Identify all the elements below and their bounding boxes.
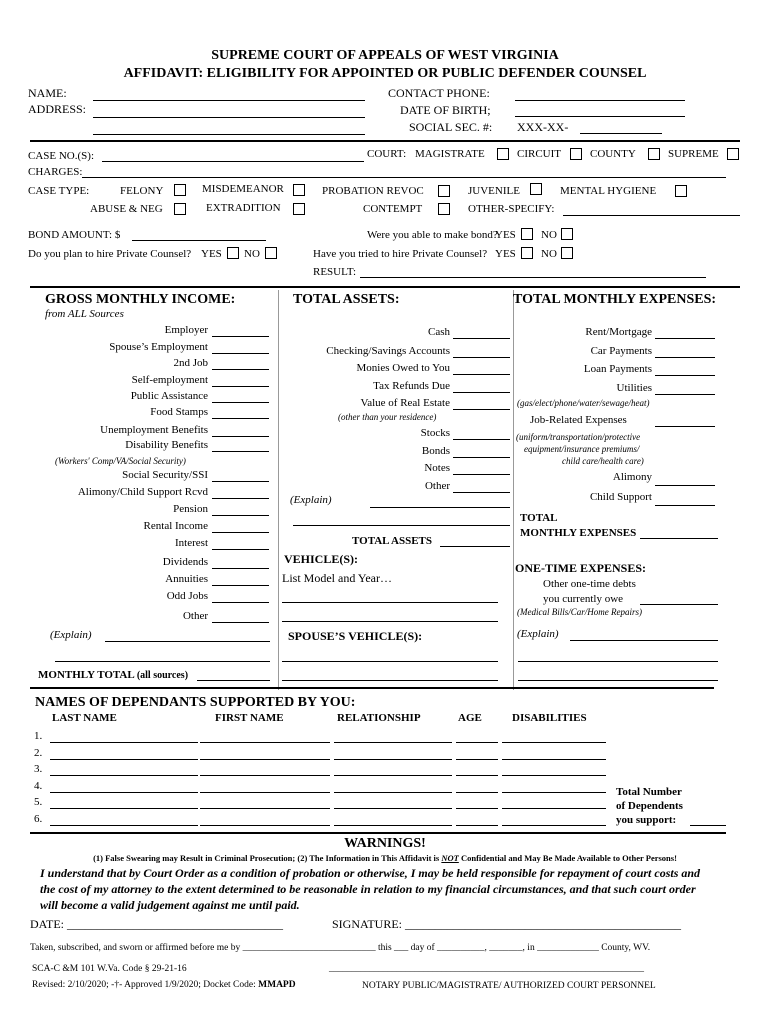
income-disability-field[interactable] xyxy=(212,451,269,452)
dependant-row-number: 2. xyxy=(34,746,43,759)
expense-loan-field[interactable] xyxy=(655,375,715,376)
address-field-2[interactable] xyxy=(93,134,365,135)
other-specify-label: OTHER-SPECIFY: xyxy=(468,203,555,215)
signature-field[interactable]: SIGNATURE: ______________________________________________ xyxy=(332,917,682,931)
warnings-heading: WARNINGS! xyxy=(344,836,426,851)
date-field[interactable]: DATE: ____________________________________ xyxy=(30,917,283,931)
asset-bonds-label: Bonds xyxy=(421,445,450,457)
form-subtitle: AFFIDAVIT: ELIGIBILITY FOR APPOINTED OR PUBLIC DEFENDER COUNSEL xyxy=(123,66,647,81)
income-explain-field[interactable] xyxy=(105,641,270,642)
vehicles-label: VEHICLE(S): xyxy=(284,552,359,566)
expense-job-field[interactable] xyxy=(655,426,715,427)
divider xyxy=(30,687,714,689)
expenses-heading: TOTAL MONTHLY EXPENSES: xyxy=(513,292,717,307)
asset-notes-field[interactable] xyxy=(453,474,510,475)
juvenile-checkbox[interactable] xyxy=(530,183,542,195)
income-subheading: from ALL Sources xyxy=(45,308,124,320)
assets-heading: TOTAL ASSETS: xyxy=(293,292,400,307)
dependant-field[interactable] xyxy=(50,792,198,793)
sworn-statement: Taken, subscribed, and sworn or affirmed before me by ____________________________ this ___ day of __________, _______, in _____________ County, WV. xyxy=(30,943,651,953)
other-specify-field[interactable] xyxy=(563,215,740,216)
dependant-field[interactable] xyxy=(502,792,606,793)
county-checkbox[interactable] xyxy=(648,148,660,160)
plan-private-no-checkbox[interactable] xyxy=(265,247,277,259)
warnings-line: (1) False Swearing may Result in Criminal Prosecution; (2) The Information in This Affidavit is NOT Confidential and May Be Made Available to Other Persons! xyxy=(93,853,677,863)
felony-checkbox[interactable] xyxy=(174,184,186,196)
column-divider xyxy=(513,290,514,690)
col-disabilities: DISABILITIES xyxy=(512,712,587,724)
plan-private-yes-checkbox[interactable] xyxy=(227,247,239,259)
dependant-field[interactable] xyxy=(456,792,498,793)
income-disability-label: Disability Benefits xyxy=(125,439,208,451)
plan-private-label: Do you plan to hire Private Counsel? xyxy=(28,248,192,260)
asset-other-field[interactable] xyxy=(453,492,510,493)
income-annuities-field[interactable] xyxy=(212,585,269,586)
income-spouse-field[interactable] xyxy=(212,353,269,354)
total-expenses-label-2: MONTHLY EXPENSES xyxy=(520,527,637,539)
monthly-total-label: MONTHLY TOTAL (all sources) xyxy=(38,669,189,681)
income-explain-label: (Explain) xyxy=(50,629,92,641)
dependents-count-field[interactable] xyxy=(690,825,726,826)
job-note-1: (uniform/transportation/protective xyxy=(516,432,641,442)
probation-checkbox[interactable] xyxy=(438,185,450,197)
dependant-field[interactable] xyxy=(502,742,606,743)
col-first-name: FIRST NAME xyxy=(215,712,284,724)
court-label: COURT: xyxy=(367,148,407,160)
dependant-field[interactable] xyxy=(50,759,198,760)
total-expenses-field[interactable] xyxy=(640,538,718,539)
income-food-label: Food Stamps xyxy=(150,406,208,418)
dependant-field[interactable] xyxy=(456,759,498,760)
expenses-explain-label: (Explain) xyxy=(517,628,559,640)
currently-owe-label: you currently owe xyxy=(543,593,624,605)
charges-field[interactable] xyxy=(82,177,726,178)
expenses-explain-field[interactable] xyxy=(570,640,718,641)
expense-rent-field[interactable] xyxy=(655,338,715,339)
col-age: AGE xyxy=(458,712,482,724)
spouse-vehicle-field-2[interactable] xyxy=(282,680,498,681)
income-public-label: Public Assistance xyxy=(130,390,208,402)
total-assets-label: TOTAL ASSETS xyxy=(352,535,433,547)
dependant-row-number: 4. xyxy=(34,779,43,792)
dependant-field[interactable] xyxy=(334,759,452,760)
address-field-1[interactable] xyxy=(93,117,365,118)
bond-amount-field[interactable] xyxy=(132,240,266,241)
asset-real-estate-label: Value of Real Estate xyxy=(360,397,450,409)
asset-real-estate-field[interactable] xyxy=(453,409,510,410)
income-pension-label: Pension xyxy=(173,503,208,515)
dependant-field[interactable] xyxy=(334,808,452,809)
dependant-field[interactable] xyxy=(200,775,330,776)
income-interest-field[interactable] xyxy=(212,549,269,550)
case-no-label: CASE NO.(S): xyxy=(28,150,95,162)
asset-bonds-field[interactable] xyxy=(453,457,510,458)
contact-phone-field[interactable] xyxy=(515,100,685,101)
county-label: COUNTY xyxy=(590,148,636,160)
asset-owed-label: Monies Owed to You xyxy=(356,362,450,374)
expenses-explain-field-2[interactable] xyxy=(518,661,718,662)
vehicle-field-1[interactable] xyxy=(282,602,498,603)
total-assets-field[interactable] xyxy=(440,546,510,547)
income-rental-label: Rental Income xyxy=(143,520,208,532)
you-support-label: you support: xyxy=(616,814,677,826)
tried-private-yes-checkbox[interactable] xyxy=(521,247,533,259)
make-bond-yes-checkbox[interactable] xyxy=(521,228,533,240)
spouse-vehicles-label: SPOUSE’S VEHICLE(S): xyxy=(288,629,423,643)
income-2nd-job-label: 2nd Job xyxy=(173,357,208,369)
dependant-field[interactable] xyxy=(334,792,452,793)
one-time-expenses-heading: ONE-TIME EXPENSES: xyxy=(515,561,647,575)
notary-label: NOTARY PUBLIC/MAGISTRATE/ AUTHORIZED COURT PERSONNEL xyxy=(362,981,656,991)
circuit-label: CIRCUIT xyxy=(517,148,561,160)
form-title: SUPREME COURT OF APPEALS OF WEST VIRGINIA xyxy=(211,48,559,63)
income-odd-jobs-label: Odd Jobs xyxy=(166,590,208,602)
dependant-field[interactable] xyxy=(502,825,606,826)
income-ssi-field[interactable] xyxy=(212,481,269,482)
income-self-field[interactable] xyxy=(212,386,269,387)
misdemeanor-label: MISDEMEANOR xyxy=(202,183,284,195)
income-unemployment-label: Unemployment Benefits xyxy=(100,424,208,436)
make-bond-no-checkbox[interactable] xyxy=(561,228,573,240)
expense-child-label: Child Support xyxy=(589,491,652,503)
one-time-expenses-field[interactable] xyxy=(640,604,718,605)
ssn-label: SOCIAL SEC. #: xyxy=(409,120,493,134)
expense-rent-label: Rent/Mortgage xyxy=(585,326,652,338)
of-dependents-label: of Dependents xyxy=(616,800,683,812)
income-self-label: Self-employment xyxy=(131,374,208,386)
dependant-row-number: 5. xyxy=(34,796,43,808)
dependant-field[interactable] xyxy=(334,742,452,743)
expenses-explain-field-3[interactable] xyxy=(518,680,718,681)
job-note-3: child care/health care) xyxy=(562,456,644,466)
dependant-field[interactable] xyxy=(334,775,452,776)
dependant-field[interactable] xyxy=(334,825,452,826)
contempt-checkbox[interactable] xyxy=(438,203,450,215)
dependant-field[interactable] xyxy=(200,825,330,826)
charges-label: CHARGES: xyxy=(28,166,83,178)
income-spouse-label: Spouse’s Employment xyxy=(109,341,208,353)
asset-tax-field[interactable] xyxy=(453,392,510,393)
income-other-field[interactable] xyxy=(212,622,269,623)
revision-info: Revised: 2/10/2020; -†- Approved 1/9/2020; Docket Code: MMAPD xyxy=(32,980,296,990)
income-heading: GROSS MONTHLY INCOME: xyxy=(45,292,236,307)
circuit-checkbox[interactable] xyxy=(570,148,582,160)
result-field[interactable] xyxy=(360,277,706,278)
expense-alimony-field[interactable] xyxy=(655,485,715,486)
income-odd-jobs-field[interactable] xyxy=(212,602,269,603)
misdemeanor-checkbox[interactable] xyxy=(293,184,305,196)
juvenile-label: JUVENILE xyxy=(468,185,520,197)
job-note-2: equipment/insurance premiums/ xyxy=(524,444,640,454)
expense-child-field[interactable] xyxy=(655,505,715,506)
asset-cash-field[interactable] xyxy=(453,338,510,339)
name-label: NAME: xyxy=(28,86,67,100)
expense-loan-label: Loan Payments xyxy=(583,363,652,375)
dependant-field[interactable] xyxy=(502,759,606,760)
dependant-field[interactable] xyxy=(456,775,498,776)
magistrate-checkbox[interactable] xyxy=(497,148,509,160)
income-dividends-label: Dividends xyxy=(162,556,208,568)
dependant-field[interactable] xyxy=(456,825,498,826)
dependant-field[interactable] xyxy=(50,742,198,743)
income-2nd-job-field[interactable] xyxy=(212,369,269,370)
make-bond-label: Were you able to make bond? xyxy=(367,229,498,241)
felony-label: FELONY xyxy=(120,185,164,197)
dependant-row-number: 3. xyxy=(34,763,43,775)
monthly-total-field[interactable] xyxy=(197,680,270,681)
dependant-field[interactable] xyxy=(456,808,498,809)
asset-stocks-label: Stocks xyxy=(420,427,450,439)
income-interest-label: Interest xyxy=(175,537,208,549)
expense-job-label: Job-Related Expenses xyxy=(530,414,627,426)
acknowledgement-2: the cost of my attorney to the extent determined to be reasonable in relation to my financial circumstances, and that such court order xyxy=(40,882,696,896)
extradition-label: EXTRADITION xyxy=(206,202,281,214)
case-type-label: CASE TYPE: xyxy=(28,185,90,197)
divider xyxy=(30,140,740,142)
dob-field[interactable] xyxy=(515,116,685,117)
asset-checking-label: Checking/Savings Accounts xyxy=(326,345,450,357)
notary-line[interactable]: ______________________________________________________________________ xyxy=(329,963,644,973)
plan-private-yes-label: YES xyxy=(201,248,222,260)
dependants-heading: NAMES OF DEPENDANTS SUPPORTED BY YOU: xyxy=(35,695,356,710)
col-relationship: RELATIONSHIP xyxy=(337,712,421,724)
abuse-neg-label: ABUSE & NEG xyxy=(90,203,163,215)
income-food-field[interactable] xyxy=(212,418,269,419)
expense-utilities-label: Utilities xyxy=(616,382,652,394)
acknowledgement-3: will become a valid judgement against me until paid. xyxy=(40,898,300,912)
income-alimony-label: Alimony/Child Support Rcvd xyxy=(77,486,208,498)
asset-checking-field[interactable] xyxy=(453,357,510,358)
asset-tax-label: Tax Refunds Due xyxy=(373,380,450,392)
assets-explain-field[interactable] xyxy=(370,507,510,508)
probation-label: PROBATION REVOC xyxy=(322,185,424,197)
total-expenses-label-1: TOTAL xyxy=(520,512,558,524)
divider xyxy=(30,832,726,834)
asset-notes-label: Notes xyxy=(424,462,450,474)
assets-explain-field-2[interactable] xyxy=(293,525,510,526)
income-other-label: Other xyxy=(182,610,208,622)
tried-private-label: Have you tried to hire Private Counsel? xyxy=(313,248,488,260)
expense-utilities-field[interactable] xyxy=(655,394,715,395)
contact-phone-label: CONTACT PHONE: xyxy=(388,86,490,100)
expense-car-field[interactable] xyxy=(655,357,715,358)
dependant-field[interactable] xyxy=(200,792,330,793)
contempt-label: CONTEMPT xyxy=(363,203,423,215)
dependant-field[interactable] xyxy=(200,742,330,743)
income-pension-field[interactable] xyxy=(212,515,269,516)
dependant-field[interactable] xyxy=(200,759,330,760)
name-field[interactable] xyxy=(93,100,365,101)
extradition-checkbox[interactable] xyxy=(293,203,305,215)
income-rental-field[interactable] xyxy=(212,532,269,533)
abuse-neg-checkbox[interactable] xyxy=(174,203,186,215)
result-label: RESULT: xyxy=(313,266,357,278)
list-model-label: List Model and Year… xyxy=(282,571,392,585)
acknowledgement-1: I understand that by Court Order as a condition of probation or otherwise, I may be held responsible for repayment of court costs and xyxy=(40,866,701,880)
vehicle-field-2[interactable] xyxy=(282,621,498,622)
total-number-label: Total Number xyxy=(616,786,682,798)
ssn-prefix: XXX-XX- xyxy=(517,120,569,134)
tried-private-no-checkbox[interactable] xyxy=(561,247,573,259)
dependant-row-number: 1. xyxy=(34,730,43,742)
other-debts-label: Other one-time debts xyxy=(543,578,636,590)
form-id: SCA-C &M 101 W.Va. Code § 29-21-16 xyxy=(32,964,187,974)
utilities-note: (gas/elect/phone/water/sewage/heat) xyxy=(517,398,650,408)
expense-car-label: Car Payments xyxy=(590,345,652,357)
ssn-field[interactable] xyxy=(580,133,662,134)
disability-note: (Workers' Comp/VA/Social Security) xyxy=(55,456,186,466)
dependant-field[interactable] xyxy=(50,775,198,776)
income-ssi-label: Social Security/SSI xyxy=(122,469,208,481)
asset-cash-label: Cash xyxy=(428,326,450,338)
income-dividends-field[interactable] xyxy=(212,568,269,569)
medical-note: (Medical Bills/Car/Home Repairs) xyxy=(517,607,642,617)
income-unemployment-field[interactable] xyxy=(212,436,269,437)
asset-owed-field[interactable] xyxy=(453,374,510,375)
dependant-row-number: 6. xyxy=(34,812,43,825)
dependant-field[interactable] xyxy=(50,808,198,809)
income-employer-field[interactable] xyxy=(212,336,269,337)
tried-private-yes-label: YES xyxy=(495,248,516,260)
real-estate-note: (other than your residence) xyxy=(338,412,437,422)
dependant-field[interactable] xyxy=(502,775,606,776)
col-last-name: LAST NAME xyxy=(52,712,117,724)
dependant-field[interactable] xyxy=(456,742,498,743)
supreme-label: SUPREME xyxy=(668,148,719,160)
asset-other-label: Other xyxy=(424,480,450,492)
dob-label: DATE OF BIRTH; xyxy=(400,103,491,117)
make-bond-no-label: NO xyxy=(541,229,557,241)
dependant-field[interactable] xyxy=(50,825,198,826)
magistrate-label: MAGISTRATE xyxy=(415,148,485,160)
divider xyxy=(30,286,740,288)
income-employer-label: Employer xyxy=(164,324,208,336)
mental-hygiene-label: MENTAL HYGIENE xyxy=(560,185,657,197)
spouse-vehicle-field-1[interactable] xyxy=(282,661,498,662)
income-annuities-label: Annuities xyxy=(165,573,208,585)
address-label: ADDRESS: xyxy=(28,102,87,116)
bond-amount-label: BOND AMOUNT: $ xyxy=(28,229,121,241)
mental-hygiene-checkbox[interactable] xyxy=(675,185,687,197)
dependant-field[interactable] xyxy=(502,808,606,809)
assets-explain-label: (Explain) xyxy=(290,494,332,506)
income-explain-field-2[interactable] xyxy=(55,661,270,662)
income-alimony-field[interactable] xyxy=(212,498,269,499)
column-divider xyxy=(278,290,279,690)
tried-private-no-label: NO xyxy=(541,248,557,260)
asset-stocks-field[interactable] xyxy=(453,439,510,440)
supreme-checkbox[interactable] xyxy=(727,148,739,160)
make-bond-yes-label: YES xyxy=(495,229,516,241)
expense-alimony-label: Alimony xyxy=(612,471,652,483)
dependant-field[interactable] xyxy=(200,808,330,809)
income-public-field[interactable] xyxy=(212,402,269,403)
plan-private-no-label: NO xyxy=(244,248,260,260)
case-no-field[interactable] xyxy=(102,161,364,162)
